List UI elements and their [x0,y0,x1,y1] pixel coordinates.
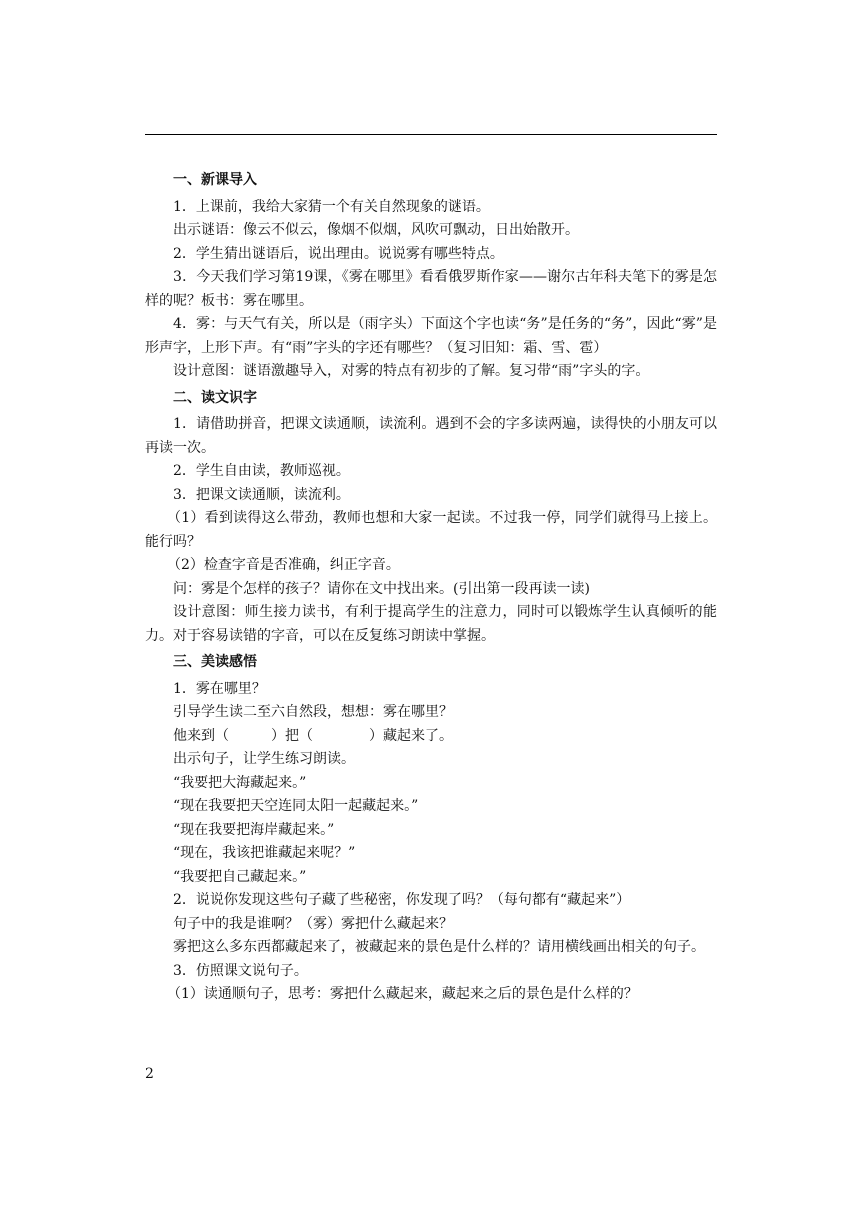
page-number: 2 [145,1066,154,1082]
quote-line: “我要把自己藏起来。” [173,868,307,885]
paragraph: 出示句子，让学生练习朗读。 [173,751,355,767]
paragraph: 出示谜语：像云不似云，像烟不似烟，风吹可飘动，日出始散开。 [173,222,579,238]
paragraph: 3．仿照课文说句子。 [173,962,308,979]
section-heading: 二、读文识字 [173,389,257,406]
paragraph: 3．今天我们学习第19课，《雾在哪里》看看俄罗斯作家——谢尔古年科夫笔下的雾是怎样的呢？板书：雾在哪里。 [145,269,717,309]
quote-line: “我要把大海藏起来。” [173,774,307,791]
header-rule [145,134,717,135]
paragraph: 1．上课前，我给大家猜一个有关自然现象的谜语。 [173,198,490,215]
paragraph: 句子中的我是谁啊？（雾）雾把什么藏起来？ [173,915,453,932]
paragraph: 2．说说你发现这些句子藏了些秘密，你发现了吗？（每句都有“藏起来”） [173,892,631,908]
paragraph: 雾把这么多东西都藏起来了，被藏起来的景色是什么样的？请用横线画出相关的句子。 [173,939,705,955]
paragraph: 1．雾在哪里？ [173,680,266,697]
paragraph: （1）看到读得这么带劲，教师也想和大家一起读。不过我一停，同学们就得马上接上。能行吗？ [145,510,717,550]
paragraph: （1）读通顺句子，思考：雾把什么藏起来，藏起来之后的景色是什么样的？ [167,986,638,1002]
section-heading: 三、美读感悟 [173,654,257,670]
paragraph: 引导学生读二至六自然段，想想：雾在哪里？ [173,704,453,720]
paragraph: 3．把课文读通顺，读流利。 [173,486,350,503]
design-intent-paragraph: 设计意图：谜语激趣导入，对雾的特点有初步的了解。复习带“雨”字头的字。 [173,363,650,379]
paragraph: 问：雾是个怎样的孩子？请你在文中找出来。(引出第一段再读一读) [173,580,590,597]
paragraph: （2）检查字音是否准确，纠正字音。 [167,557,400,573]
quote-line: “现在我要把天空连同太阳一起藏起来。” [173,798,419,814]
quote-line: “现在我要把海岸藏起来。” [173,821,335,838]
paragraph: 4．雾：与天气有关，所以是（雨字头）下面这个字也读“务”是任务的“务”，因此“雾”是形声字，上形下声。有“雨”字头的字还有哪些？（复习旧知：霜、雪、雹） [145,316,717,356]
paragraph: 他来到（ ）把（ ）藏起来了。 [173,727,453,744]
paragraph: 1．请借助拼音，把课文读通顺，读流利。遇到不会的字多读两遍，读得快的小朋友可以再读一次。 [145,416,717,456]
section-heading: 一、新课导入 [173,172,257,188]
paragraph: 2．学生猜出谜语后，说出理由。说说雾有哪些特点。 [173,245,504,262]
design-intent-paragraph: 设计意图：师生接力读书，有利于提高学生的注意力，同时可以锻炼学生认真倾听的能力。对于容易读错的字音，可以在反复练习朗读中掌握。 [145,604,717,644]
document-body [145,166,717,1007]
paragraph: 2．学生自由读，教师巡视。 [173,463,350,479]
quote-line: “现在，我该把谁藏起来呢？” [173,845,356,861]
